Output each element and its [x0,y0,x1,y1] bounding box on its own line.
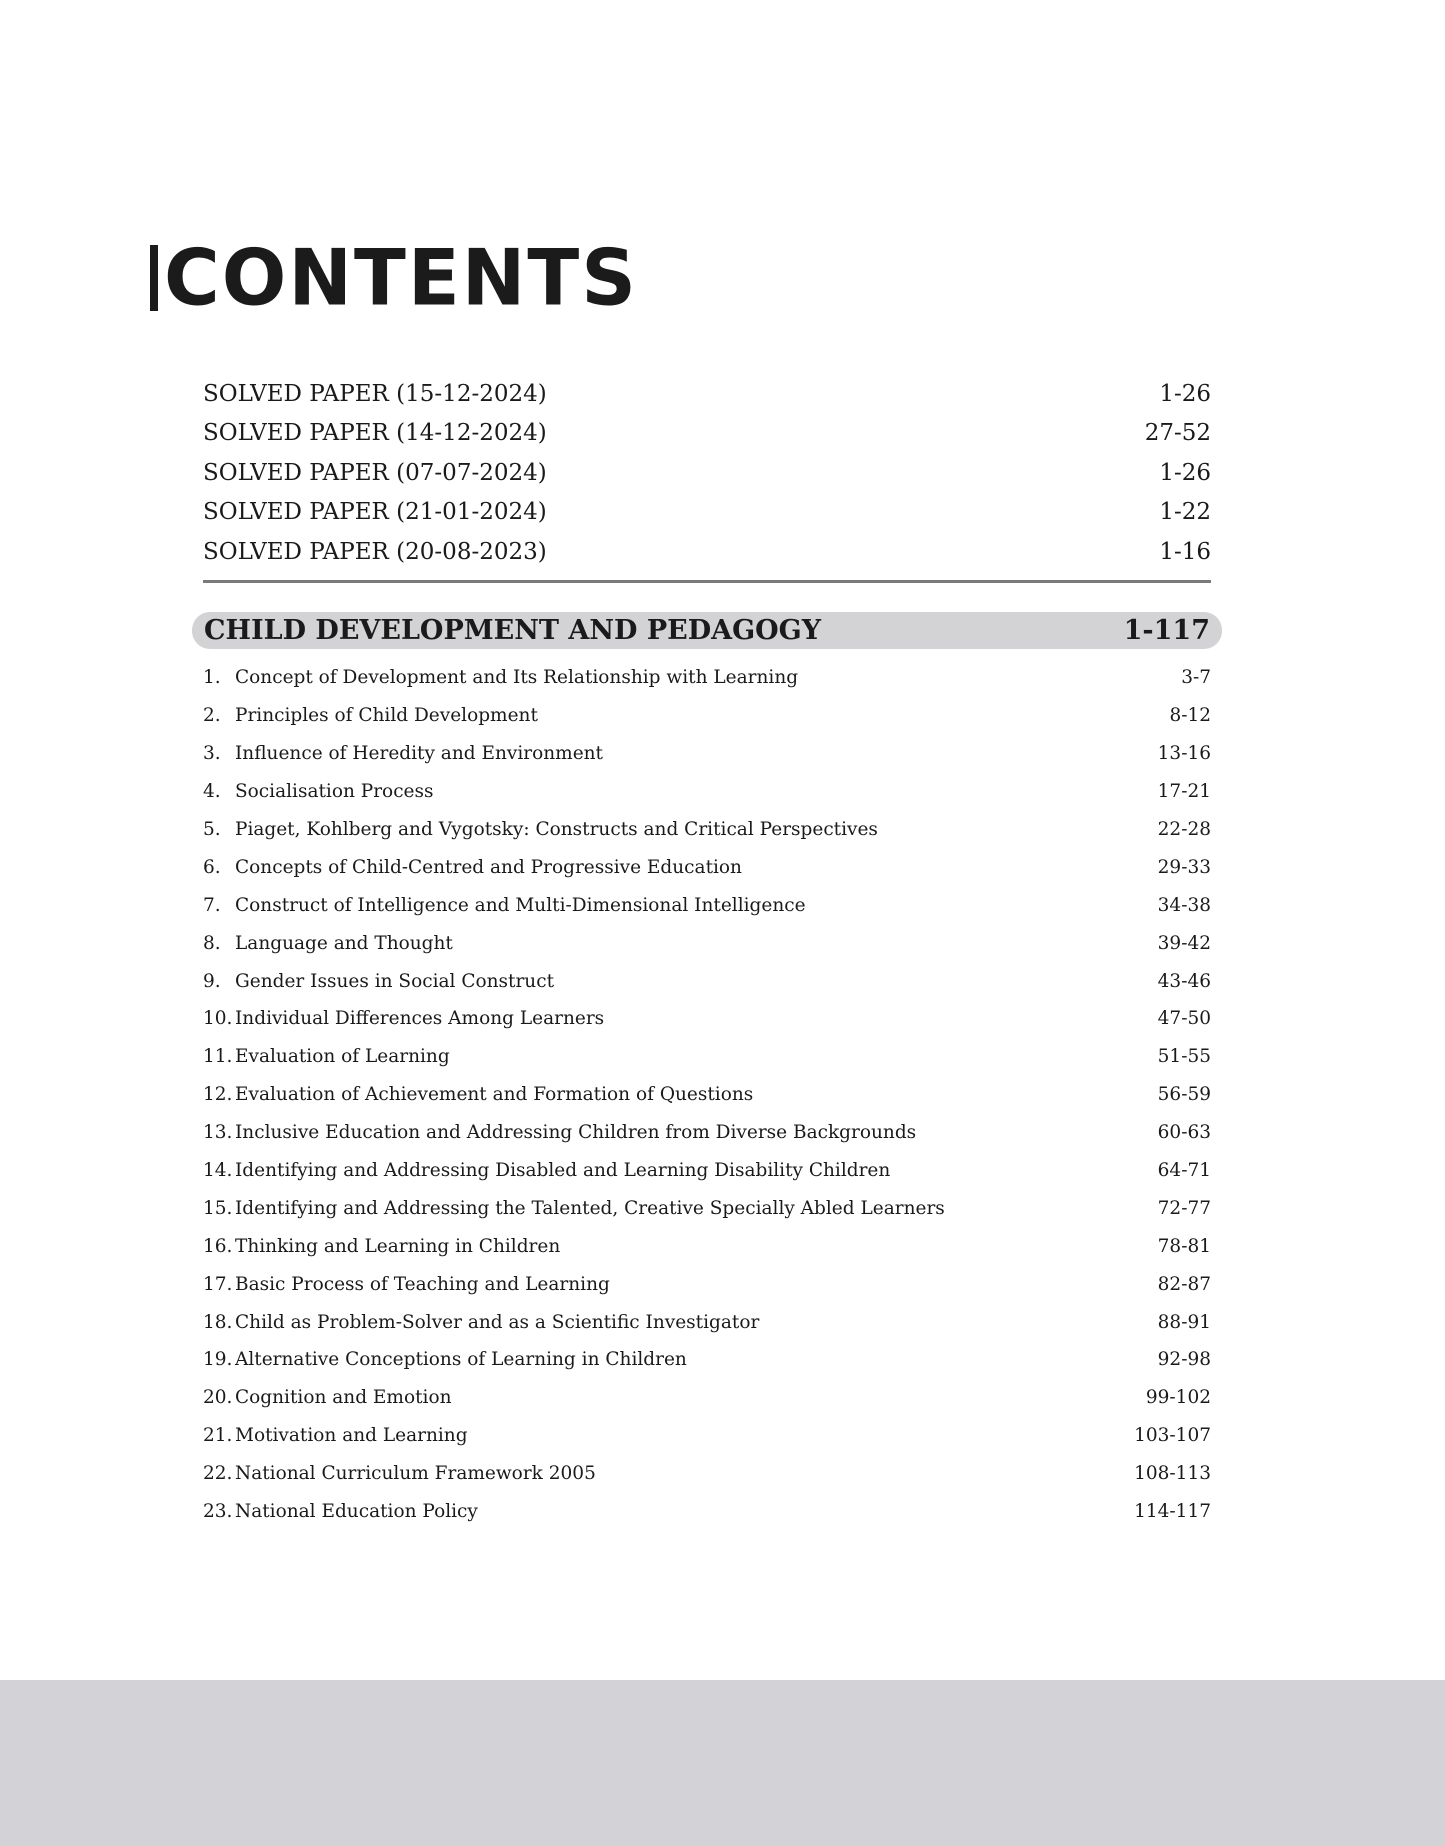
chapter-title: Influence of Heredity and Environment [235,743,603,765]
chapter-title: Piaget, Kohlberg and Vygotsky: Constructs and Critical Perspectives [235,819,878,840]
chapter-title: Alternative Conceptions of Learning in Children [235,1349,687,1371]
chapter-title: Socialisation Process [235,781,434,803]
solved-paper-pages: 1-26 [1159,459,1211,486]
chapter-number: 21. [203,1425,233,1447]
chapter-title: Child as Problem-Solver and as a Scientific Investigator [235,1311,760,1333]
title-accent-bar [150,245,158,311]
chapter-number: 1. [203,667,221,689]
chapter-row [203,1000,1211,1038]
chapter-row [203,1493,1211,1531]
chapter-title: National Education Policy [235,1501,478,1523]
chapter-row [203,848,1211,886]
chapter-number: 4. [203,781,221,803]
chapter-title: Language and Thought [235,932,453,954]
chapter-row [203,1303,1211,1341]
chapter-pages: 56-59 [1157,1084,1211,1106]
chapter-pages: 8-12 [1169,705,1211,727]
solved-paper-row [203,532,1211,572]
chapter-title: Construct of Intelligence and Multi-Dimensional Intelligence [235,894,806,916]
solved-papers-list [203,374,1211,572]
section-divider [203,580,1211,583]
chapter-pages: 92-98 [1157,1349,1211,1371]
chapter-pages: 60-63 [1157,1122,1211,1144]
section-header [192,612,1222,649]
section-page-range: 1-117 [1123,615,1210,646]
chapter-pages: 103-107 [1134,1425,1211,1447]
solved-paper-row [203,453,1211,493]
solved-paper-row [203,493,1211,533]
chapter-row [203,1152,1211,1190]
chapter-row [203,1227,1211,1265]
chapter-row [203,1417,1211,1455]
section-title: CHILD DEVELOPMENT AND PEDAGOGY [204,615,821,646]
solved-paper-pages: 1-22 [1159,499,1211,526]
chapter-title: Gender Issues in Social Construct [235,970,555,992]
chapter-pages: 108-113 [1134,1463,1211,1485]
chapter-number: 13. [203,1122,233,1144]
chapter-number: 20. [203,1387,233,1409]
solved-paper-label: SOLVED PAPER (20-08-2023) [203,538,547,565]
chapter-row [203,1076,1211,1114]
chapter-number: 19. [203,1349,233,1371]
chapter-title: Identifying and Addressing Disabled and Learning Disability Children [235,1160,891,1182]
chapter-pages: 72-77 [1157,1197,1211,1219]
chapter-title: Basic Process of Teaching and Learning [235,1273,610,1295]
chapter-row [203,886,1211,924]
chapter-row [203,962,1211,1000]
chapter-title: Evaluation of Learning [235,1046,450,1068]
footer-band [0,1680,1445,1846]
chapter-row [203,1455,1211,1493]
chapter-row [203,773,1211,811]
chapter-pages: 34-38 [1157,894,1211,916]
chapter-pages: 114-117 [1134,1501,1211,1523]
chapter-pages: 99-102 [1145,1387,1211,1409]
chapter-title: Evaluation of Achievement and Formation of Questions [235,1084,754,1106]
solved-paper-label: SOLVED PAPER (14-12-2024) [203,420,547,447]
chapter-number: 6. [203,856,221,878]
chapter-number: 10. [203,1008,233,1030]
solved-paper-pages: 1-16 [1159,538,1211,565]
solved-paper-pages: 27-52 [1144,420,1211,447]
chapter-number: 17. [203,1273,233,1295]
chapter-list [203,659,1211,1530]
chapter-title: National Curriculum Framework 2005 [235,1463,596,1485]
chapter-title: Identifying and Addressing the Talented, Creative Specially Abled Learners [235,1197,945,1219]
chapter-row [203,1341,1211,1379]
chapter-number: 16. [203,1235,233,1257]
chapter-pages: 64-71 [1157,1160,1211,1182]
chapter-number: 8. [203,932,221,954]
chapter-title: Inclusive Education and Addressing Children from Diverse Backgrounds [235,1122,917,1144]
solved-paper-label: SOLVED PAPER (07-07-2024) [203,459,547,486]
chapter-number: 15. [203,1197,233,1219]
chapter-title: Thinking and Learning in Children [235,1235,561,1257]
chapter-pages: 22-28 [1157,819,1211,840]
chapter-pages: 78-81 [1157,1235,1211,1257]
chapter-title: Principles of Child Development [235,705,538,727]
chapter-title: Individual Differences Among Learners [235,1008,605,1030]
chapter-row [203,1265,1211,1303]
chapter-row [203,697,1211,735]
chapter-row [203,924,1211,962]
chapter-title: Concept of Development and Its Relationship with Learning [235,667,799,689]
chapter-row [203,735,1211,773]
chapter-number: 7. [203,894,221,916]
chapter-pages: 13-16 [1157,743,1211,765]
page-title: CONTENTS [164,232,638,323]
chapter-number: 11. [203,1046,233,1068]
chapter-number: 23. [203,1501,233,1523]
chapter-number: 9. [203,970,221,992]
chapter-title: Cognition and Emotion [235,1387,452,1409]
solved-paper-row [203,414,1211,454]
chapter-title: Motivation and Learning [235,1425,468,1447]
chapter-number: 3. [203,743,221,765]
solved-paper-row [203,374,1211,414]
chapter-number: 18. [203,1311,233,1333]
chapter-pages: 51-55 [1157,1046,1211,1068]
chapter-number: 22. [203,1463,233,1485]
chapter-pages: 39-42 [1157,932,1211,954]
chapter-pages: 29-33 [1157,856,1211,878]
chapter-row [203,659,1211,697]
solved-paper-label: SOLVED PAPER (15-12-2024) [203,380,547,407]
chapter-pages: 3-7 [1181,667,1211,689]
chapter-number: 5. [203,819,221,840]
chapter-pages: 47-50 [1157,1008,1211,1030]
solved-paper-pages: 1-26 [1159,380,1211,407]
chapter-pages: 17-21 [1157,781,1211,803]
chapter-number: 14. [203,1160,233,1182]
chapter-row [203,811,1211,849]
chapter-row [203,1379,1211,1417]
chapter-row [203,1189,1211,1227]
chapter-pages: 82-87 [1157,1273,1211,1295]
chapter-row [203,1114,1211,1152]
chapter-number: 2. [203,705,221,727]
solved-paper-label: SOLVED PAPER (21-01-2024) [203,499,547,526]
chapter-pages: 88-91 [1157,1311,1211,1333]
page-title-block [150,232,638,323]
chapter-pages: 43-46 [1157,970,1211,992]
chapter-number: 12. [203,1084,233,1106]
chapter-row [203,1038,1211,1076]
chapter-title: Concepts of Child-Centred and Progressive Education [235,856,742,878]
